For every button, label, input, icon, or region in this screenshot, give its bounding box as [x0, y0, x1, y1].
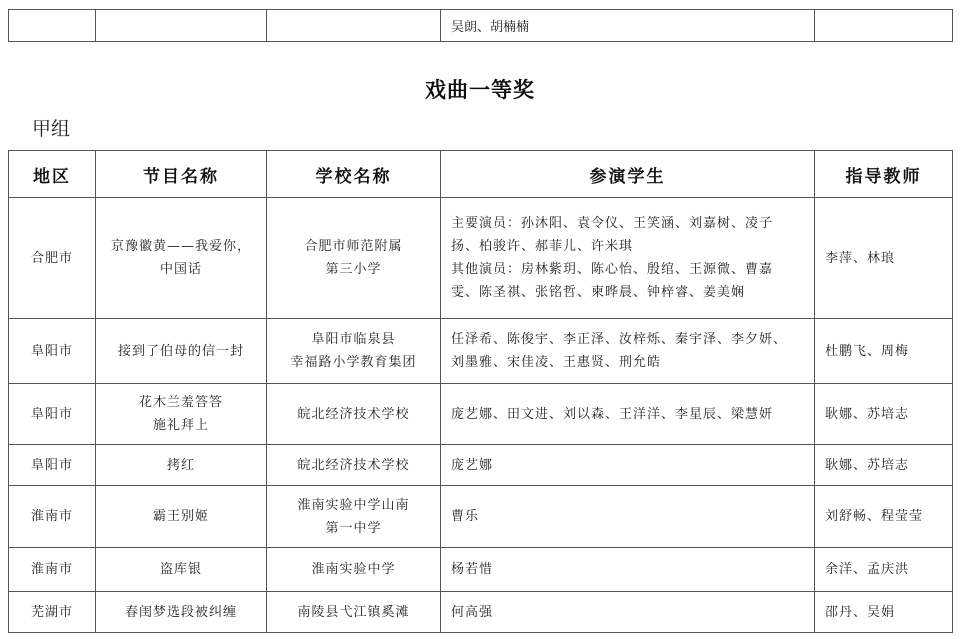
- students-cell: [441, 548, 815, 592]
- school-cell: [267, 198, 441, 319]
- region-cell: 淮南市: [9, 548, 96, 592]
- header-school: 学校名称: [267, 151, 441, 198]
- students-cell-line: 曹乐: [451, 509, 480, 524]
- students-cell-line: 刘墨雅、宋佳凌、王惠贤、刑允皓: [451, 355, 662, 370]
- table-row: [9, 10, 953, 42]
- students-cell-line: 庞艺娜: [451, 457, 494, 473]
- region-cell: 芜湖市: [9, 592, 96, 633]
- school-cell: [267, 445, 441, 486]
- program-cell: [96, 445, 267, 486]
- region-cell: 阜阳市: [9, 445, 96, 486]
- teachers-cell: 刘舒畅、程莹莹: [815, 486, 953, 548]
- school-cell-line: 第三小学: [325, 262, 382, 277]
- school-cell: [267, 548, 441, 592]
- program-cell-line: 京豫徽黄——我爱你，: [110, 239, 251, 254]
- students-cell-line: 杨若惜: [451, 562, 494, 577]
- school-cell-line: 第一中学: [325, 520, 382, 536]
- students-cell: [441, 486, 815, 548]
- school-cell: [267, 319, 441, 384]
- teachers-cell: 邵丹、吴娟: [815, 592, 953, 633]
- section-title: 戏曲一等奖: [425, 78, 535, 102]
- header-row: [9, 151, 953, 198]
- program-cell-line: 盗库银: [159, 562, 202, 577]
- school-cell: [267, 592, 441, 633]
- school-cell-line: 幸福路小学教育集团: [290, 355, 417, 370]
- school-cell-line: 淮南实验中学山南: [297, 497, 410, 513]
- teachers-cell: 杜鹏飞、周梅: [815, 319, 953, 384]
- previous-table-tail: [8, 9, 953, 42]
- school-cell-line: 皖北经济技术学校: [297, 457, 410, 473]
- header-students: 参演学生: [441, 151, 815, 198]
- table-row: [9, 548, 953, 592]
- group-label: 甲组: [32, 118, 71, 140]
- students-cell-line: 主要演员：孙沐阳、袁令仪、王笑涵、刘嘉树、凌子: [451, 216, 774, 231]
- program-cell: [96, 548, 267, 592]
- table-row: [9, 319, 953, 384]
- table-row: [9, 198, 953, 319]
- program-cell: [96, 10, 267, 42]
- program-cell-line: 中国话: [159, 262, 202, 277]
- award-table: [8, 150, 953, 633]
- students-cell-line: 何高强: [451, 604, 494, 620]
- school-cell-line: 皖北经济技术学校: [297, 406, 410, 422]
- program-cell-line: 霸王别姬: [152, 509, 209, 524]
- header-program: 节目名称: [96, 151, 267, 198]
- teachers-cell: 余洋、孟庆洪: [815, 548, 953, 592]
- students-cell-line: 扬、柏骏许、郝菲儿、许米琪: [451, 239, 634, 254]
- region-cell: 阜阳市: [9, 384, 96, 445]
- school-cell: [267, 486, 441, 548]
- teachers-cell: 李萍、林琅: [815, 198, 953, 319]
- program-cell-line: 接到了伯母的信一封: [117, 343, 244, 359]
- program-cell: [96, 486, 267, 548]
- school-cell-line: 合肥市师范附属: [304, 239, 403, 254]
- school-cell: [267, 384, 441, 445]
- program-cell-line: 拷红: [166, 457, 195, 473]
- students-cell-line: 任泽希、陈俊宇、李正泽、汝梓烁、秦宇泽、李夕妍、: [451, 332, 788, 347]
- program-cell-line: 春闺梦选段被纠缠: [124, 604, 237, 620]
- region-cell: [9, 10, 96, 42]
- program-cell: [96, 592, 267, 633]
- students-cell: 吴朗、胡楠楠: [441, 10, 815, 42]
- program-cell-line: 花木兰羞答答: [138, 395, 223, 410]
- program-cell-line: 施礼拜上: [152, 418, 209, 433]
- students-cell-line: 庞艺娜、田文进、刘以森、王洋洋、李星辰、梁慧妍: [451, 406, 774, 422]
- students-cell: [441, 198, 815, 319]
- students-cell: [441, 384, 815, 445]
- teachers-cell: 耿娜、苏培志: [815, 445, 953, 486]
- table-row: [9, 592, 953, 633]
- table-row: [9, 486, 953, 548]
- school-cell: [267, 10, 441, 42]
- region-cell: 淮南市: [9, 486, 96, 548]
- header-teachers: 指导教师: [815, 151, 953, 198]
- teachers-cell: [815, 10, 953, 42]
- school-cell-line: 阜阳市临泉县: [311, 332, 396, 347]
- program-cell: [96, 384, 267, 445]
- program-cell: [96, 319, 267, 384]
- teachers-cell: 耿娜、苏培志: [815, 384, 953, 445]
- students-cell-line: 其他演员：房林紫玥、陈心怡、殷绾、王源微、曹嘉: [451, 262, 774, 277]
- table-row: [9, 445, 953, 486]
- students-cell: [441, 319, 815, 384]
- school-cell-line: 南陵县弋江镇奚滩: [297, 604, 410, 620]
- program-cell: [96, 198, 267, 319]
- students-cell-line: 雯、陈圣祺、张铭哲、柬晔晨、钟梓睿、姜美娴: [451, 285, 746, 300]
- students-cell: [441, 445, 815, 486]
- region-cell: 合肥市: [9, 198, 96, 319]
- table-row: [9, 384, 953, 445]
- region-cell: 阜阳市: [9, 319, 96, 384]
- header-region: 地区: [9, 151, 96, 198]
- students-cell: [441, 592, 815, 633]
- school-cell-line: 淮南实验中学: [311, 562, 396, 577]
